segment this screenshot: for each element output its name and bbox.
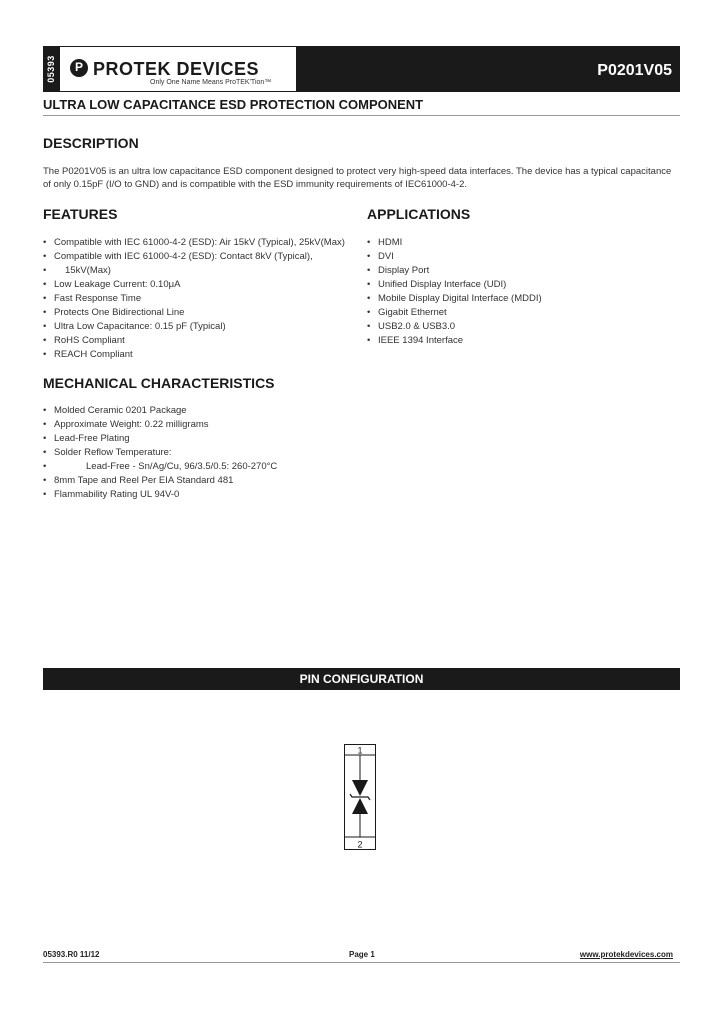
list-item: • Unified Display Interface (UDI) (367, 278, 667, 292)
list-item: • Flammability Rating UL 94V-0 (43, 488, 443, 502)
pin-1-label: 1 (357, 745, 363, 756)
list-item: • REACH Compliant (43, 348, 363, 362)
features-list (43, 236, 363, 362)
pin-2-label: 2 (357, 839, 363, 850)
mechanical-list (43, 404, 443, 502)
list-item: • USB2.0 & USB3.0 (367, 320, 667, 334)
list-item: • Fast Response Time (43, 292, 363, 306)
list-item: • Low Leakage Current: 0.10μA (43, 278, 363, 292)
protek-logo-icon (70, 59, 88, 77)
document-title: ULTRA LOW CAPACITANCE ESD PROTECTION COMPONENT (43, 97, 424, 112)
list-item: • Compatible with IEC 61000-4-2 (ESD): Air 15kV (Typical), 25kV(Max) (43, 236, 363, 250)
list-item: • HDMI (367, 236, 667, 250)
applications-heading: APPLICATIONS (367, 206, 471, 222)
pin-configuration-bar (43, 668, 680, 690)
description-heading: DESCRIPTION (43, 135, 139, 151)
list-item: • Approximate Weight: 0.22 milligrams (43, 418, 443, 432)
list-item: • Display Port (367, 264, 667, 278)
footer-divider (43, 962, 680, 963)
list-item: • Molded Ceramic 0201 Package (43, 404, 443, 418)
list-item: • 8mm Tape and Reel Per EIA Standard 481 (43, 474, 443, 488)
footer-website-link[interactable]: www.protekdevices.com (579, 950, 673, 959)
logo-text: PROTEK DEVICES (93, 59, 260, 79)
title-divider (43, 115, 680, 116)
list-item: • DVI (367, 250, 667, 264)
footer-document-revision: 05393.R0 11/12 (43, 950, 100, 959)
list-item: • Gigabit Ethernet (367, 306, 667, 320)
list-item: • Compatible with IEC 61000-4-2 (ESD): Contact 8kV (Typical), (43, 250, 363, 264)
mechanical-heading: MECHANICAL CHARACTERISTICS (43, 375, 275, 391)
document-code-tab (43, 46, 59, 92)
footer-page-number: Page 1 (349, 950, 375, 959)
list-item: • Mobile Display Digital Interface (MDDI) (367, 292, 667, 306)
pin-configuration-heading: PIN CONFIGURATION (299, 672, 424, 686)
logo-tagline: Only One Name Means ProTEK'Tion™ (150, 79, 272, 86)
features-heading: FEATURES (43, 206, 118, 222)
description-text: The P0201V05 is an ultra low capacitance ESD component designed to protect very high-speed data interfaces. The device has a typical capacitance of only 0.15pF (I/O to GND) and is compatible with the ESD immunity requirements of IEC61000-4-2. (43, 166, 672, 190)
applications-list (367, 236, 667, 348)
list-item: • Lead-Free Plating (43, 432, 443, 446)
list-item: • IEEE 1394 Interface (367, 334, 667, 348)
list-item: • Solder Reflow Temperature: (43, 446, 443, 460)
list-item: • RoHS Compliant (43, 334, 363, 348)
pin-configuration-diagram (344, 744, 376, 850)
part-number: P0201V05 (597, 62, 672, 79)
list-item: • Ultra Low Capacitance: 0.15 pF (Typical) (43, 320, 363, 334)
list-item: • Lead-Free - Sn/Ag/Cu, 96/3.5/0.5: 260-270°C (43, 460, 443, 474)
list-item: • 15kV(Max) (43, 264, 363, 278)
document-code: 05393 (46, 55, 56, 83)
list-item: • Protects One Bidirectional Line (43, 306, 363, 320)
